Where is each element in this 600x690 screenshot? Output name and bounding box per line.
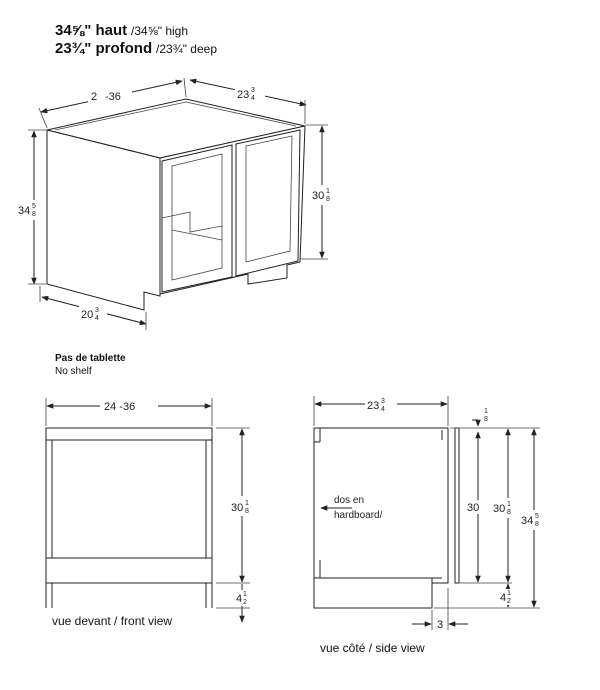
side-view	[314, 396, 547, 631]
iso-width-left: 2	[91, 91, 98, 103]
iso-box-frac-num: 1	[326, 188, 330, 195]
side-box-whole: 30	[493, 503, 506, 515]
back-note-1: dos en	[334, 495, 365, 506]
front-box-frac-num: 1	[245, 500, 249, 507]
side-toe-frac-num: 1	[507, 590, 511, 597]
shelf-note-en: No shelf	[55, 366, 92, 377]
iso-base-frac-den: 4	[95, 315, 99, 322]
iso-base-whole: 20	[81, 309, 94, 321]
front-toe-frac-num: 1	[243, 591, 247, 598]
iso-depth-frac-num: 3	[251, 87, 255, 94]
depth-spec-en: /23¾" deep	[156, 42, 217, 56]
isometric-view	[17, 78, 338, 330]
front-view	[46, 398, 257, 622]
side-depth-whole: 23	[367, 400, 380, 412]
front-cabinet-box	[46, 428, 212, 583]
iso-box-frac-den: 8	[326, 196, 330, 203]
side-total-frac-den: 8	[535, 521, 539, 528]
iso-width-range: -36	[105, 91, 121, 103]
iso-height-frac-den: 8	[32, 211, 36, 218]
side-top-frac-den: 8	[484, 416, 488, 423]
front-width: 24 -36	[104, 401, 136, 413]
side-depth-frac-den: 4	[381, 406, 385, 413]
iso-depth-whole: 23	[237, 89, 250, 101]
side-toe-depth: 3	[437, 619, 444, 631]
side-total-frac-num: 5	[535, 513, 539, 520]
side-toe-whole: 4	[500, 592, 507, 604]
side-depth-frac-num: 3	[381, 398, 385, 405]
iso-left-side	[47, 130, 160, 310]
side-total-whole: 34	[521, 515, 534, 527]
depth-spec-fr: 23¾" profond	[55, 40, 153, 57]
side-toe-frac-den: 2	[507, 598, 511, 605]
front-view-caption: vue devant / front view	[52, 614, 173, 628]
front-box-whole: 30	[231, 502, 244, 514]
iso-base-frac-num: 3	[95, 307, 99, 314]
side-inner-height: 30	[467, 502, 480, 514]
height-spec-fr: 34⅝" haut	[55, 22, 128, 39]
side-box-frac-num: 1	[507, 501, 511, 508]
side-box-frac-den: 8	[507, 509, 511, 516]
iso-depth-frac-den: 4	[251, 95, 255, 102]
front-box-frac-den: 8	[245, 508, 249, 515]
iso-box-whole: 30	[312, 190, 325, 202]
side-view-caption: vue côté / side view	[320, 641, 425, 655]
height-spec-en: /34⅝" high	[131, 24, 189, 38]
back-note-2: hardboard/	[334, 510, 383, 521]
shelf-note-fr: Pas de tablette	[55, 353, 126, 364]
iso-height-whole: 34	[18, 205, 31, 217]
side-top-frac-num: 1	[484, 408, 488, 415]
iso-height-frac-num: 5	[32, 203, 36, 210]
front-toe-whole: 4	[236, 593, 243, 605]
front-toe-frac-den: 2	[243, 599, 247, 606]
